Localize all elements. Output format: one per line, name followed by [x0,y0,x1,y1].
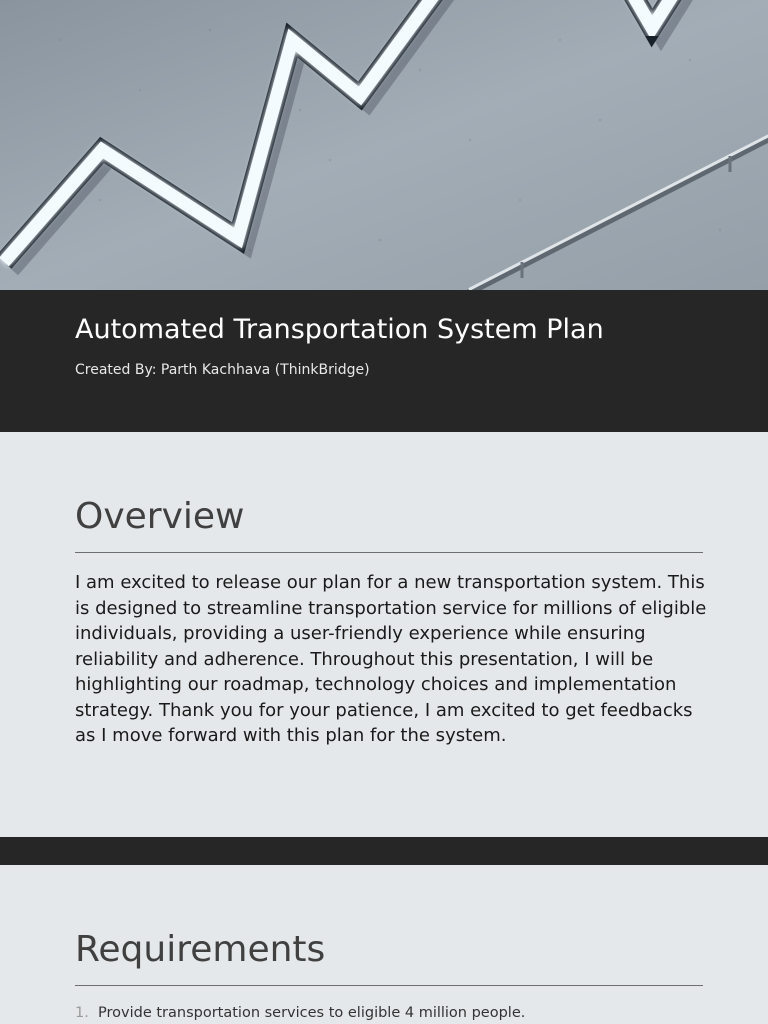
list-item [75,1003,525,1023]
overview-heading: Overview [75,496,245,537]
document-title: Automated Transportation System Plan [75,314,604,345]
overview-divider [75,552,703,553]
requirements-list [75,1003,525,1023]
list-item-number: 1. [75,1005,89,1021]
document-author: Created By: Parth Kachhava (ThinkBridge) [75,362,370,378]
list-item-text: Provide transportation services to eligible 4 million people. [98,1005,526,1021]
requirements-heading: Requirements [75,929,326,970]
overview-section [0,432,768,837]
rising-arrow-image [0,0,768,290]
section-divider-band [0,837,768,865]
overview-body: I am excited to release our plan for a new transportation system. This is designed to streamline transportation service for millions of eligible individuals, providing a user-friendly experience while ensuring reliability and adherence. Throughout this presentation, I will be highlighting our roadmap, technology choices and implementation strategy. Thank you for your patience, I am excited to get feedbacks as I move forward with this plan for the system. [75,572,707,746]
hero-image [0,0,768,290]
requirements-section [0,865,768,1024]
title-band [0,290,768,432]
requirements-divider [75,985,703,986]
